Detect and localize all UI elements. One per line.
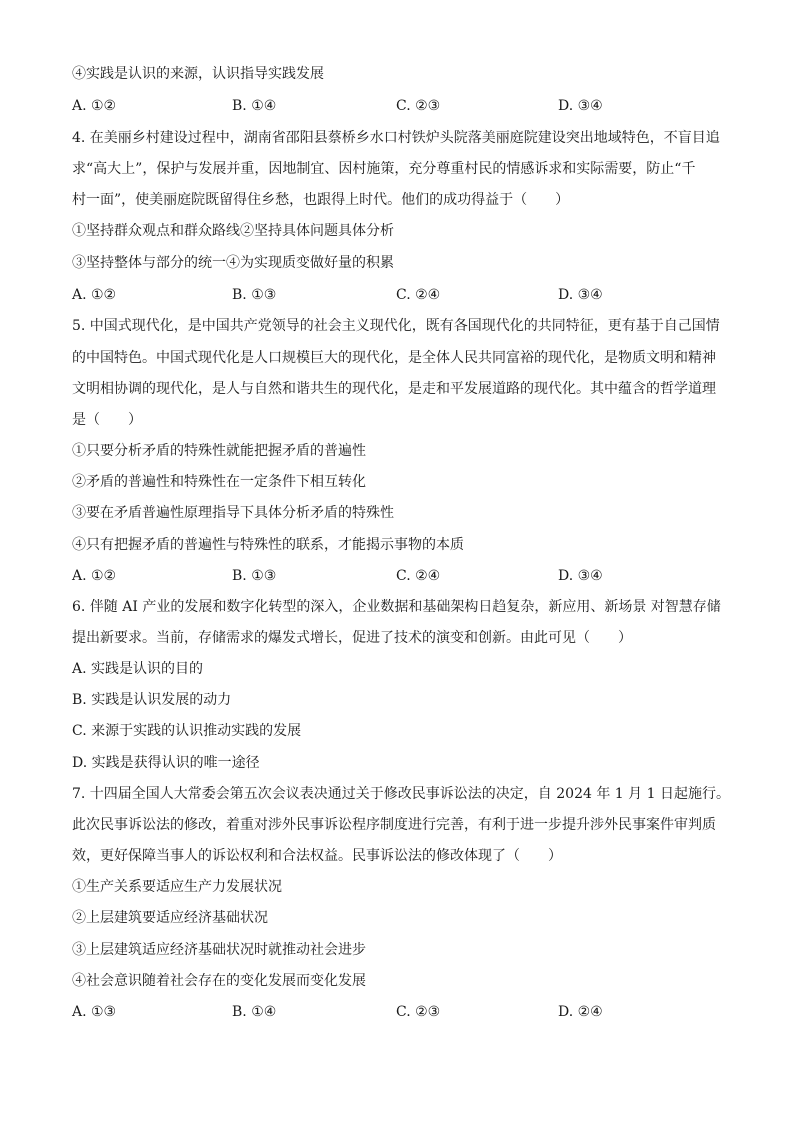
q7-option-a: A. ①③ — [72, 1004, 117, 1020]
q7-option-b: B. ①④ — [232, 1004, 277, 1020]
q7-item-2: ②上层建筑要适应经济基础状况 — [72, 910, 268, 926]
q4-option-b: B. ①③ — [232, 287, 277, 303]
q3-option-a: A. ①② — [72, 98, 117, 114]
q7-stem-line-2: 此次民事诉讼法的修改，着重对涉外民事诉讼程序制度进行完善，有利于进一步提升涉外民事案件审判质 — [72, 817, 716, 833]
q5-stem-line-2: 的中国特色。中国式现代化是人口规模巨大的现代化，是全体人民共同富裕的现代化，是物质文明和精神 — [72, 350, 716, 366]
q3-options — [72, 96, 732, 116]
q5-option-b: B. ①③ — [232, 568, 277, 584]
q6-choice-a: A. 实践是认识的目的 — [72, 661, 204, 677]
q3-option-b: B. ①④ — [232, 98, 277, 114]
q5-item-2: ②矛盾的普遍性和特殊性在一定条件下相互转化 — [72, 474, 366, 490]
q6-choice-c: C. 来源于实践的认识推动实践的发展 — [72, 723, 302, 739]
q4-stem-line-1: 4. 在美丽乡村建设过程中，湖南省邵阳县蔡桥乡水口村铁炉头院落美丽庭院建设突出地域特色，不盲目追 — [72, 130, 720, 146]
q5-item-4: ④只有把握矛盾的普遍性与特殊性的联系，才能揭示事物的本质 — [72, 537, 464, 553]
q7-option-d: D. ②④ — [558, 1004, 603, 1020]
q7-item-1: ①生产关系要适应生产力发展状况 — [72, 879, 282, 895]
q4-stem-line-3: 村一面”，使美丽庭院既留得住乡愁，也跟得上时代。他们的成功得益于（ ） — [72, 192, 570, 208]
q5-stem-line-3: 文明相协调的现代化，是人与自然和谐共生的现代化，是走和平发展道路的现代化。其中蕴含的哲学道理 — [72, 381, 716, 397]
q5-item-1: ①只要分析矛盾的特殊性就能把握矛盾的普遍性 — [72, 443, 366, 459]
q6-choice-d: D. 实践是获得认识的唯一途径 — [72, 755, 260, 771]
q6-choice-b: B. 实践是认识发展的动力 — [72, 692, 232, 708]
q4-items-line-2: ③坚持整体与部分的统一④为实现质变做好量的积累 — [72, 255, 394, 271]
q3-item-4: ④实践是认识的来源，认识指导实践发展 — [72, 66, 324, 82]
q4-option-d: D. ③④ — [558, 287, 603, 303]
q4-option-a: A. ①② — [72, 287, 117, 303]
q4-items-line-1: ①坚持群众观点和群众路线②坚持具体问题具体分析 — [72, 223, 394, 239]
q7-item-4: ④社会意识随着社会存在的变化发展而变化发展 — [72, 973, 366, 989]
q5-stem-line-4: 是（ ） — [72, 412, 142, 428]
q5-option-a: A. ①② — [72, 568, 117, 584]
q7-option-c: C. ②③ — [396, 1004, 441, 1020]
q5-option-c: C. ②④ — [396, 568, 441, 584]
q7-stem-line-3: 效，更好保障当事人的诉讼权利和合法权益。民事诉讼法的修改体现了（ ） — [72, 848, 562, 864]
q5-option-d: D. ③④ — [558, 568, 603, 584]
q6-stem-line-1: 6. 伴随 AI 产业的发展和数字化转型的深入，企业数据和基础架构日趋复杂，新应用、新场景 对智慧存储 — [72, 599, 721, 615]
q5-item-3: ③要在矛盾普遍性原理指导下具体分析矛盾的特殊性 — [72, 505, 394, 521]
q4-option-c: C. ②④ — [396, 287, 441, 303]
q7-stem-line-1: 7. 十四届全国人大常委会第五次会议表决通过关于修改民事诉讼法的决定，自 2024 年 1 月 1 日起施行。 — [72, 786, 730, 802]
q3-option-d: D. ③④ — [558, 98, 603, 114]
q4-options — [72, 285, 732, 305]
q5-stem-line-1: 5. 中国式现代化，是中国共产党领导的社会主义现代化，既有各国现代化的共同特征，更有基于自己国情 — [72, 318, 720, 334]
q3-option-c: C. ②③ — [396, 98, 441, 114]
q6-stem-line-2: 提出新要求。当前，存储需求的爆发式增长，促进了技术的演变和创新。由此可见（ ） — [72, 630, 632, 646]
q4-stem-line-2: 求“高大上”，保护与发展并重，因地制宜、因村施策，充分尊重村民的情感诉求和实际需要，防止“千 — [72, 161, 696, 177]
q5-options — [72, 566, 732, 586]
q7-item-3: ③上层建筑适应经济基础状况时就推动社会进步 — [72, 942, 366, 958]
q7-options — [72, 1002, 732, 1022]
